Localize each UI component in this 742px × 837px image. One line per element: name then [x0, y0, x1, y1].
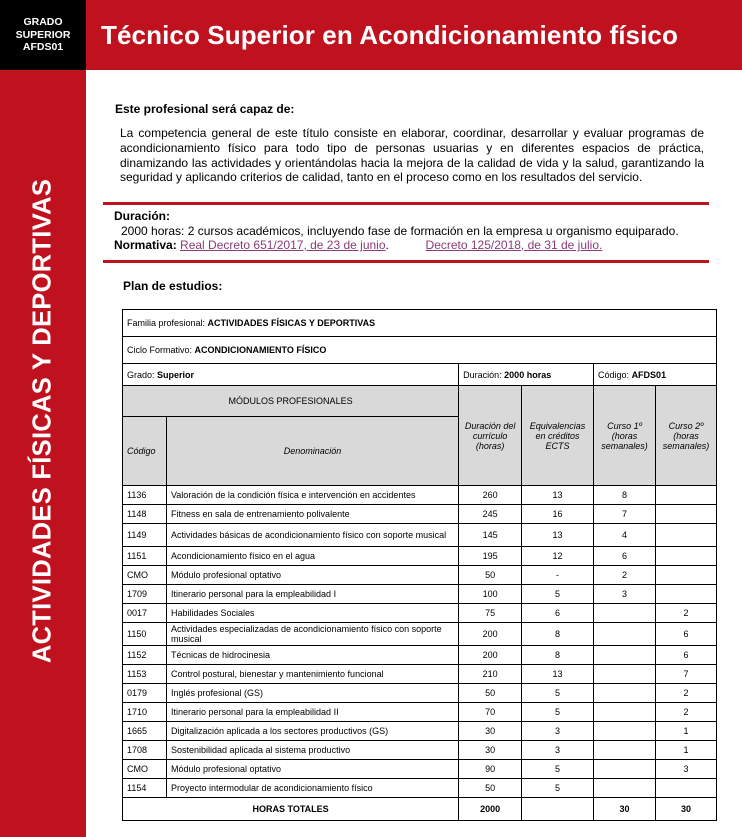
module-hours: 245 [459, 505, 522, 524]
table-row [123, 779, 717, 798]
grado-row [123, 364, 717, 386]
module-ects: - [522, 566, 594, 585]
plan-heading: Plan de estudios: [123, 279, 223, 293]
module-curso1 [594, 665, 656, 684]
module-hours: 200 [459, 646, 522, 665]
table-row [123, 524, 717, 547]
sidebar-banner [0, 70, 86, 837]
table-row [123, 646, 717, 665]
module-curso1 [594, 604, 656, 623]
header-row-1 [123, 386, 717, 417]
module-curso2: 6 [656, 646, 717, 665]
module-hours: 100 [459, 585, 522, 604]
capacity-heading: Este profesional será capaz de: [115, 102, 295, 116]
module-code: 1665 [123, 722, 167, 741]
col-codigo-header: Código [123, 417, 167, 486]
module-name: Acondicionamiento físico en el agua [166, 547, 458, 566]
module-name: Módulo profesional optativo [166, 566, 458, 585]
table-row [123, 486, 717, 505]
capacity-paragraph: La competencia general de este título consiste en elaborar, coordinar, desarrollar y evaluar programas de acondicionamiento físico para todo tipo de personas usuarias y en diferentes espacios de práctica, dinamizando las actividades y orientándolas hacia la mejora de la calidad de vida y la salud, garantizando la seguridad y aplicando criterios de calidad, tanto en el proceso como en los resultados del servicio. [120, 126, 704, 185]
module-ects: 3 [522, 741, 594, 760]
table-row [123, 703, 717, 722]
module-name: Módulo profesional optativo [166, 760, 458, 779]
module-hours: 75 [459, 604, 522, 623]
module-code: CMO [123, 760, 167, 779]
module-hours: 195 [459, 547, 522, 566]
module-curso1 [594, 779, 656, 798]
ciclo-label: Ciclo Formativo: [127, 345, 195, 355]
module-hours: 50 [459, 684, 522, 703]
module-name: Actividades especializadas de acondicionamiento físico con soporte musical [166, 623, 458, 646]
module-curso2: 2 [656, 604, 717, 623]
codigo-value: AFDS01 [631, 369, 667, 380]
module-ects: 8 [522, 646, 594, 665]
module-ects: 13 [522, 665, 594, 684]
module-name: Digitalización aplicada a los sectores productivos (GS) [166, 722, 458, 741]
totals-row [123, 798, 717, 821]
duration-heading: Duración: [114, 209, 171, 223]
module-curso2 [656, 566, 717, 585]
module-curso2: 6 [656, 623, 717, 646]
table-row [123, 741, 717, 760]
page-title: Técnico Superior en Acondicionamiento físico [101, 19, 678, 50]
module-hours: 90 [459, 760, 522, 779]
module-name: Valoración de la condición física e intervención en accidentes [166, 486, 458, 505]
module-name: Proyecto intermodular de acondicionamiento físico [166, 779, 458, 798]
module-curso2: 2 [656, 684, 717, 703]
module-ects: 13 [522, 486, 594, 505]
module-curso2 [656, 585, 717, 604]
module-hours: 50 [459, 779, 522, 798]
grado-value: Superior [157, 369, 195, 380]
module-ects: 5 [522, 779, 594, 798]
module-code: 1710 [123, 703, 167, 722]
module-curso2: 1 [656, 741, 717, 760]
module-code: 1148 [123, 505, 167, 524]
normativa-link-rd[interactable]: Real Decreto 651/2017, de 23 de junio [180, 238, 386, 252]
module-hours: 30 [459, 722, 522, 741]
module-hours: 145 [459, 524, 522, 547]
col-duracion-header: Duración del currículo (horas) [459, 386, 522, 486]
duracion-value: 2000 horas [504, 369, 552, 380]
module-ects: 5 [522, 585, 594, 604]
module-curso2 [656, 547, 717, 566]
module-curso1: 2 [594, 566, 656, 585]
col-denominacion-header: Denominación [166, 417, 458, 486]
module-curso2 [656, 524, 717, 547]
module-curso1 [594, 703, 656, 722]
table-row [123, 760, 717, 779]
module-code: 1136 [123, 486, 167, 505]
module-code: 1709 [123, 585, 167, 604]
module-name: Inglés profesional (GS) [166, 684, 458, 703]
familia-label: Familia profesional: [127, 318, 208, 328]
study-plan-table [122, 309, 717, 821]
divider-bottom [103, 260, 709, 263]
module-code: 1151 [123, 547, 167, 566]
module-code: 1149 [123, 524, 167, 547]
sidebar-family-label: ACTIVIDADES FÍSICAS Y DEPORTIVAS [28, 178, 57, 664]
module-ects: 12 [522, 547, 594, 566]
total-hours: 2000 [459, 798, 522, 821]
table-row [123, 684, 717, 703]
table-row [123, 722, 717, 741]
module-ects: 5 [522, 684, 594, 703]
module-ects: 5 [522, 760, 594, 779]
total-ects [522, 798, 594, 821]
module-hours: 260 [459, 486, 522, 505]
badge-line-superior: SUPERIOR [15, 28, 71, 41]
module-ects: 5 [522, 703, 594, 722]
title-bar [86, 0, 742, 70]
module-ects: 3 [522, 722, 594, 741]
module-ects: 16 [522, 505, 594, 524]
divider-top [103, 202, 709, 205]
module-code: 0017 [123, 604, 167, 623]
ciclo-row [123, 337, 717, 364]
total-curso2: 30 [656, 798, 717, 821]
module-hours: 50 [459, 566, 522, 585]
table-row [123, 566, 717, 585]
module-curso1 [594, 623, 656, 646]
normativa-link-decreto[interactable]: Decreto 125/2018, de 31 de julio. [425, 238, 603, 252]
table-row [123, 623, 717, 646]
codigo-label: Código: [598, 369, 632, 380]
module-ects: 13 [522, 524, 594, 547]
familia-value: ACTIVIDADES FÍSICAS Y DEPORTIVAS [207, 318, 376, 328]
table-row [123, 547, 717, 566]
total-label: HORAS TOTALES [123, 798, 459, 821]
module-curso1: 8 [594, 486, 656, 505]
module-name: Control postural, bienestar y mantenimiento funcional [166, 665, 458, 684]
table-row [123, 604, 717, 623]
module-rows [123, 486, 717, 798]
duracion-label: Duración: [463, 369, 505, 380]
badge-line-grado: GRADO [23, 16, 63, 29]
module-curso2: 3 [656, 760, 717, 779]
module-code: 1152 [123, 646, 167, 665]
module-name: Fitness en sala de entrenamiento polivalente [166, 505, 458, 524]
normativa-label: Normativa: [114, 238, 177, 252]
module-code: 1153 [123, 665, 167, 684]
module-curso2: 2 [656, 703, 717, 722]
module-hours: 210 [459, 665, 522, 684]
module-curso2 [656, 505, 717, 524]
module-curso1: 4 [594, 524, 656, 547]
module-curso1 [594, 741, 656, 760]
module-curso1 [594, 760, 656, 779]
module-name: Habilidades Sociales [166, 604, 458, 623]
module-hours: 200 [459, 623, 522, 646]
module-code: CMO [123, 566, 167, 585]
module-name: Actividades básicas de acondicionamiento físico con soporte musical [166, 524, 458, 547]
module-curso1 [594, 646, 656, 665]
module-name: Itinerario personal para la empleabilidad I [166, 585, 458, 604]
module-name: Sostenibilidad aplicada al sistema productivo [166, 741, 458, 760]
module-ects: 6 [522, 604, 594, 623]
module-code: 1154 [123, 779, 167, 798]
module-curso1: 7 [594, 505, 656, 524]
module-curso1: 6 [594, 547, 656, 566]
grado-label: Grado: [127, 369, 158, 380]
col-curso2-header: Curso 2º (horas semanales) [656, 386, 717, 486]
table-row [123, 665, 717, 684]
module-curso2 [656, 486, 717, 505]
duration-text: 2000 horas: 2 cursos académicos, incluyendo fase de formación en la empresa u organismo equiparado. [121, 224, 679, 238]
module-name: Itinerario personal para la empleabilidad II [166, 703, 458, 722]
module-code: 1150 [123, 623, 167, 646]
module-hours: 70 [459, 703, 522, 722]
module-code: 1708 [123, 741, 167, 760]
normativa-line: Normativa: Real Decreto 651/2017, de 23 de junio. Decreto 125/2018, de 31 de julio. [114, 238, 603, 252]
ciclo-value: ACONDICIONAMIENTO FÍSICO [194, 345, 327, 355]
module-name: Técnicas de hidrocinesia [166, 646, 458, 665]
module-hours: 30 [459, 741, 522, 760]
module-curso1 [594, 684, 656, 703]
table-row [123, 585, 717, 604]
total-curso1: 30 [594, 798, 656, 821]
modulos-header: MÓDULOS PROFESIONALES [123, 386, 459, 417]
badge-line-code: AFDS01 [22, 41, 64, 54]
module-curso2: 1 [656, 722, 717, 741]
module-code: 0179 [123, 684, 167, 703]
familia-row [123, 310, 717, 337]
module-ects: 8 [522, 623, 594, 646]
module-curso1 [594, 722, 656, 741]
level-badge [0, 0, 86, 70]
col-curso1-header: Curso 1º (horas semanales) [594, 386, 656, 486]
module-curso1: 3 [594, 585, 656, 604]
table-row [123, 505, 717, 524]
col-ects-header: Equivalencias en créditos ECTS [522, 386, 594, 486]
module-curso2 [656, 779, 717, 798]
module-curso2: 7 [656, 665, 717, 684]
